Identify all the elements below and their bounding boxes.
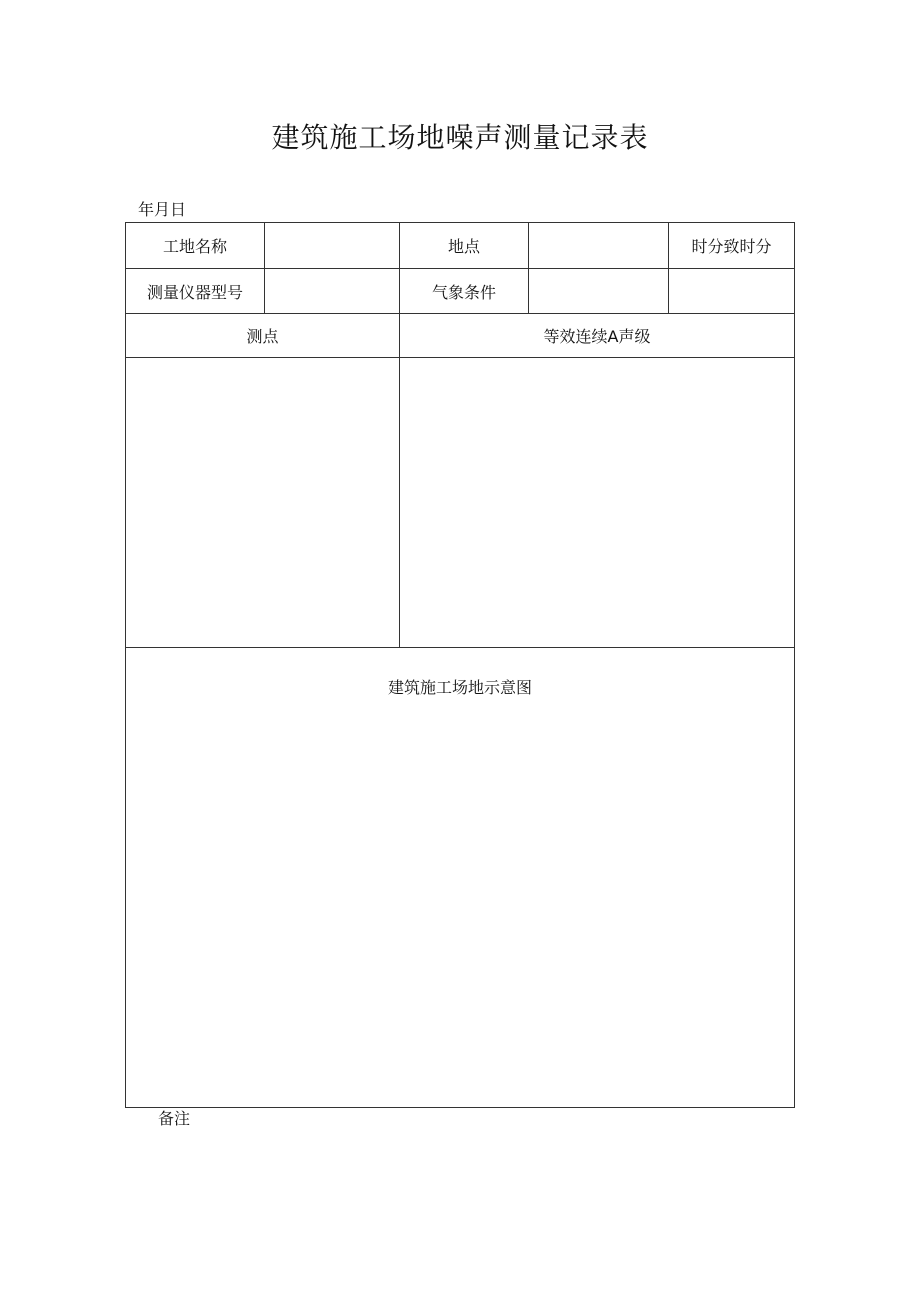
measurement-point-area[interactable] xyxy=(126,358,400,648)
site-name-label: 工地名称 xyxy=(126,223,265,269)
weather-conditions-label: 气象条件 xyxy=(400,269,529,314)
location-label: 地点 xyxy=(400,223,529,269)
page-title: 建筑施工场地噪声测量记录表 xyxy=(271,121,649,154)
equivalent-a-level-area[interactable] xyxy=(400,358,795,648)
weather-conditions-field[interactable] xyxy=(529,269,669,314)
site-diagram-area[interactable] xyxy=(126,648,795,1108)
site-diagram-label: 建筑施工场地示意图 xyxy=(387,678,532,697)
time-range-label: 时分致时分 xyxy=(669,223,795,269)
date-line: 年月日 xyxy=(138,200,187,219)
site-name-field[interactable] xyxy=(265,223,400,269)
instrument-model-label: 测量仪器型号 xyxy=(126,269,265,314)
instrument-model-field[interactable] xyxy=(265,269,400,314)
extra-field[interactable] xyxy=(669,269,795,314)
remarks-label: 备注 xyxy=(158,1109,191,1128)
measurement-point-header: 测点 xyxy=(126,314,400,358)
location-field[interactable] xyxy=(529,223,669,269)
equivalent-a-level-header: 等效连续A声级 xyxy=(400,314,795,358)
noise-record-table xyxy=(125,222,795,1108)
